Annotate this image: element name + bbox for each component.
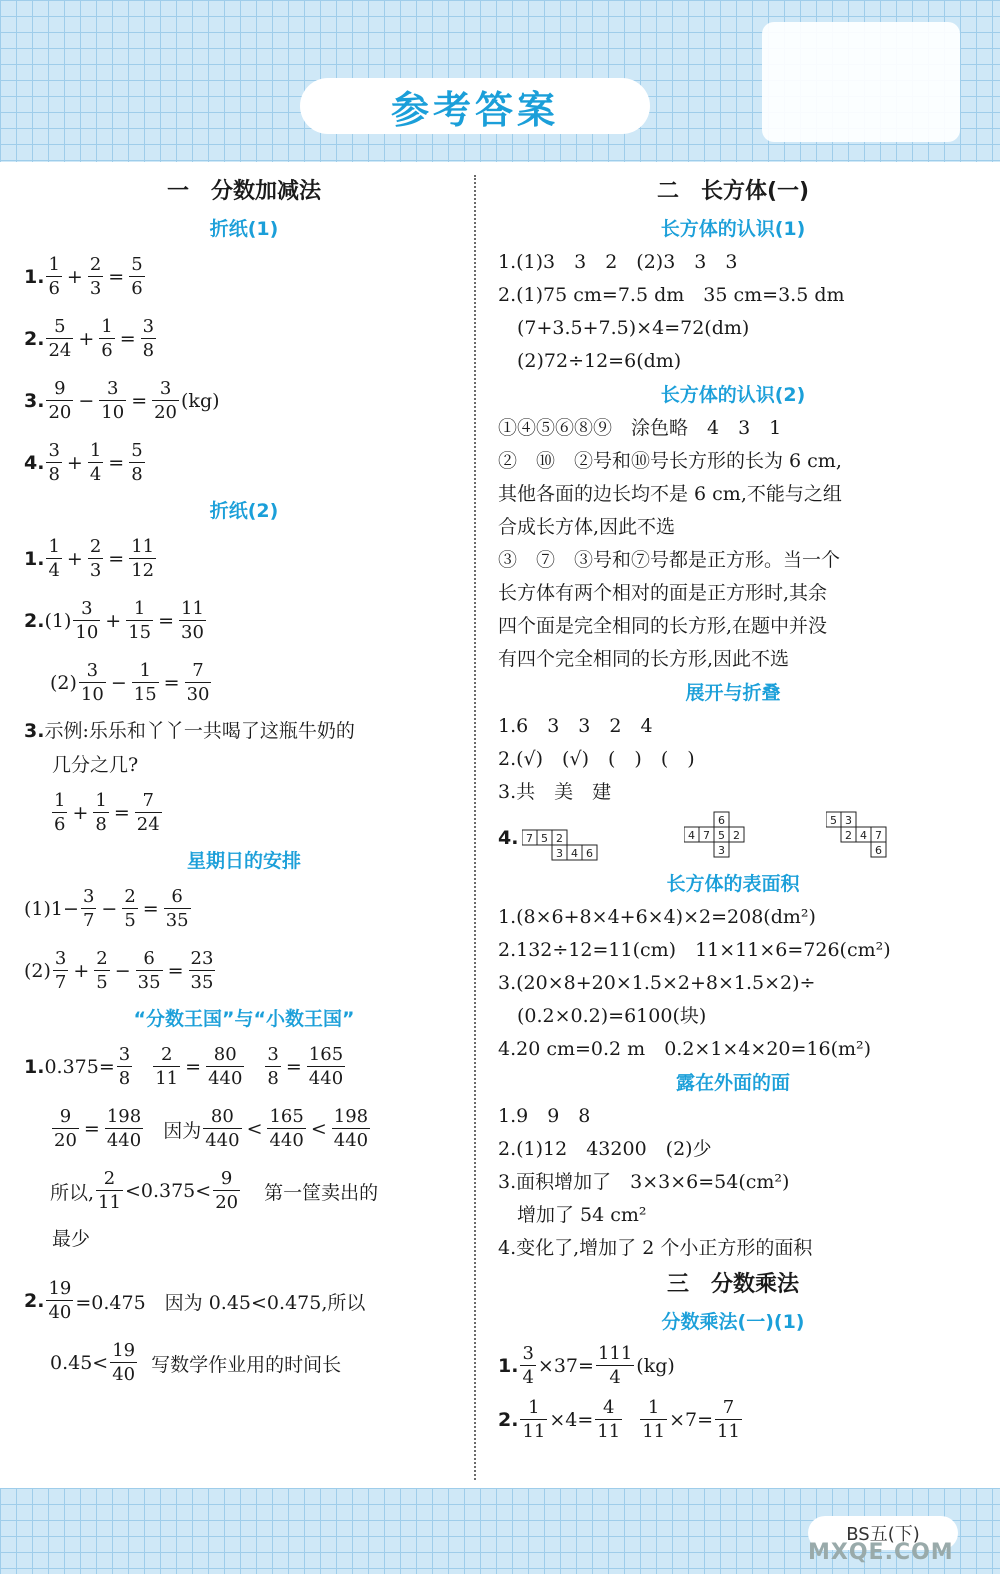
net-label: 3 [718, 844, 726, 857]
answer-line: ①④⑤⑥⑧⑨ 涂色略 4 3 1 [498, 417, 782, 439]
answer-line: 4.变化了,增加了 2 个小正方形的面积 [498, 1237, 813, 1259]
math-text: ×7= [669, 1409, 714, 1431]
answer-line: 1. $\frac{3}{4}$ ×37= $\frac{111}{4}$ (kg) [498, 1343, 675, 1388]
net-label: 4 [688, 829, 696, 842]
answer-line: (2) 3 7 + $\frac{2}{5}$ − $\frac{6}{35}$ = $\frac{23}{35}$ [24, 948, 214, 993]
net-label: 3 [845, 814, 853, 827]
unit-text: (kg) [636, 1355, 675, 1377]
answer-text: 因为 [163, 1119, 202, 1142]
right-column [498, 172, 968, 1447]
unit-text: (kg) [181, 390, 220, 412]
answer-line: 长方体有两个相对的面是正方形时,其余 [498, 582, 828, 604]
unit-title: 三 分数乘法 [666, 1272, 799, 1297]
answer-line: 四个面是完全相同的长方形,在题中并没 [498, 615, 828, 637]
answer-line: 4. 3 8 + $\frac{1}{4}$ = $\frac{5}{8}$ [24, 440, 143, 485]
answer-line: (2)72÷12=6(dm) [498, 350, 682, 372]
net-label: 6 [586, 847, 594, 860]
answer-line: ③ ⑦ ③号和⑦号都是正方形。当一个 [498, 549, 841, 571]
section-title: 长方体的认识(1) [660, 218, 806, 240]
answer-line: 3.示例:乐乐和丫丫一共喝了这瓶牛奶的 [24, 720, 355, 742]
page-label: BS五(下) [808, 1516, 958, 1550]
answer-line: 1.9 9 8 [498, 1105, 591, 1127]
label-text: (1) [44, 610, 72, 632]
section-title: “分数王国”与“小数王国” [133, 1008, 355, 1030]
answer-line: 其他各面的边长均不是 6 cm,不能与之组 [498, 483, 842, 505]
answer-line: 1.(8×6+8×4+6×4)×2=208(dm²) [498, 906, 816, 928]
answer-text: 所以, [50, 1181, 95, 1204]
answer-text: 写数学作业用的时间长 [151, 1353, 342, 1376]
unit-title: 一 分数加减法 [166, 179, 321, 204]
answer-line: $\frac{9}{20}$ = $\frac{198}{440}$ 因为 80 440 < 165 440 < 198 440 [54, 1106, 369, 1151]
answer-line: 4.20 cm=0.2 m 0.2×1×4×20=16(m²) [498, 1038, 872, 1060]
section-title: 长方体的表面积 [666, 873, 800, 895]
math-text: ×37= [537, 1355, 594, 1377]
answer-line: (0.2×0.2)=6100(块) [498, 1005, 707, 1027]
answer-line: (1) 1− $\frac{3}{7}$ − $\frac{2}{5}$ = $\frac{6}{35}$ [24, 886, 189, 931]
answer-line: 2. 5 24 + $\frac{1}{6}$ = $\frac{3}{8}$ [24, 316, 155, 361]
answer-line: 1. 1 4 + $\frac{2}{3}$ = $\frac{11}{12}$ [24, 536, 155, 581]
answer-line: 所以, 2 11 <0.375< 9 20 第一筐卖出的 [50, 1168, 379, 1213]
answer-text: 几分之几? [52, 754, 139, 776]
net-label: 7 [875, 829, 883, 842]
watermark: MXQE.COM [808, 1540, 954, 1565]
math-text: ×4= [549, 1409, 594, 1431]
answer-line: 2.(1)75 cm=7.5 dm 35 cm=3.5 dm [498, 284, 845, 306]
answer-text: 最少 [52, 1228, 91, 1250]
page-title: 参考答案 [300, 78, 650, 134]
net-label: 7 [526, 832, 534, 845]
column-divider [474, 175, 476, 1480]
answer-text: =0.475 因为 0.45<0.475,所以 [75, 1291, 366, 1314]
answer-line: 3.共 美 建 [498, 781, 612, 803]
answer-line: 3.面积增加了 3×3×6=54(cm²) [498, 1171, 790, 1193]
net-label: 2 [845, 829, 853, 842]
net-label: 5 [830, 814, 838, 827]
answer-line: 合成长方体,因此不选 [498, 516, 676, 538]
answer-line: 2.(1)12 43200 (2)少 [498, 1138, 712, 1160]
cube-net-diagram-a [522, 826, 612, 866]
math-text: <0.375< [124, 1180, 212, 1202]
net-label: 4 [571, 847, 579, 860]
answer-line: 1. 0.375= $\frac{3}{8}$ $\frac{2}{11}$ = $\frac{80}{440}$ $\frac{3}{8}$ = $\frac{165}{440}$ [24, 1044, 344, 1089]
answer-line: ② ⑩ ②号和⑩号长方形的长为 6 cm, [498, 450, 842, 472]
net-label: 5 [541, 832, 549, 845]
answer-line: 1.6 3 3 2 4 [498, 715, 653, 737]
answer-line: 2. $\frac{1}{11}$ ×4= $\frac{4}{11}$ $\frac{1}{11}$ ×7= $\frac{7}{11}$ [498, 1397, 740, 1442]
math-text: 1− [50, 898, 79, 920]
corner-card [762, 22, 960, 142]
net-label: 6 [875, 844, 883, 857]
net-label: 3 [556, 847, 564, 860]
answer-line: 增加了 54 cm² [498, 1204, 647, 1226]
net-label: 7 [703, 829, 711, 842]
net-label: 4 [860, 829, 868, 842]
answer-line: (7+3.5+7.5)×4=72(dm) [498, 317, 750, 339]
cube-net-diagram-b [684, 810, 764, 866]
answer-line: 3.(20×8+20×1.5×2+8×1.5×2)÷ [498, 972, 816, 994]
answer-line: 2.(√) (√) ( ) ( ) [498, 748, 695, 770]
net-label: 2 [556, 832, 564, 845]
answer-line: 1 6 + $\frac{1}{8}$ = $\frac{7}{24}$ [54, 790, 160, 835]
section-title: 长方体的认识(2) [660, 384, 806, 406]
section-title: 折纸(1) [209, 218, 279, 240]
unit-title: 二 长方体(一) [656, 179, 810, 204]
math-text: 0.45< [50, 1352, 109, 1374]
label-text: (1) [24, 898, 51, 920]
left-column [24, 172, 464, 1394]
section-title: 星期日的安排 [186, 850, 301, 872]
answer-line: 2.132÷12=11(cm) 11×11×6=726(cm²) [498, 939, 891, 961]
net-label: 6 [718, 814, 726, 827]
label-text: (2) [24, 960, 51, 982]
cube-net-diagram-c [826, 810, 906, 866]
answer-line: 1.(1)3 3 2 (2)3 3 3 [498, 251, 738, 273]
answer-line: 1. 1 6 + $\frac{2}{3}$ = $\frac{5}{6}$ [24, 254, 143, 299]
label-text: (2) [50, 672, 77, 694]
answer-line: 0.45< 19 40 写数学作业用的时间长 [50, 1340, 342, 1385]
answer-text: 第一筐卖出的 [264, 1181, 379, 1204]
section-title: 展开与折叠 [685, 682, 781, 704]
answer-line [498, 809, 968, 867]
question-number: 4. [498, 826, 519, 849]
math-text: 0.375= [44, 1056, 115, 1078]
answer-line: 2. $\frac{19}{40}$ =0.475 因为 0.45<0.475,所以 [24, 1278, 366, 1323]
answer-line: 有四个完全相同的长方形,因此不选 [498, 648, 790, 670]
net-label: 2 [733, 829, 741, 842]
answer-line: 2. (1) 3 10 + $\frac{1}{15}$ = $\frac{11}{30}$ [24, 598, 204, 643]
answer-line: 3. 9 20 − $\frac{3}{10}$ = $\frac{3}{20}$ (kg) [24, 378, 220, 423]
section-title: 露在外面的面 [675, 1072, 790, 1094]
section-title: 分数乘法(一)(1) [661, 1311, 805, 1333]
net-label: 5 [718, 829, 726, 842]
answer-line: (2) 3 10 − $\frac{1}{15}$ = $\frac{7}{30}$ [50, 660, 210, 705]
answer-text: 示例:乐乐和丫丫一共喝了这瓶牛奶的 [44, 720, 355, 742]
section-title: 折纸(2) [209, 500, 279, 522]
